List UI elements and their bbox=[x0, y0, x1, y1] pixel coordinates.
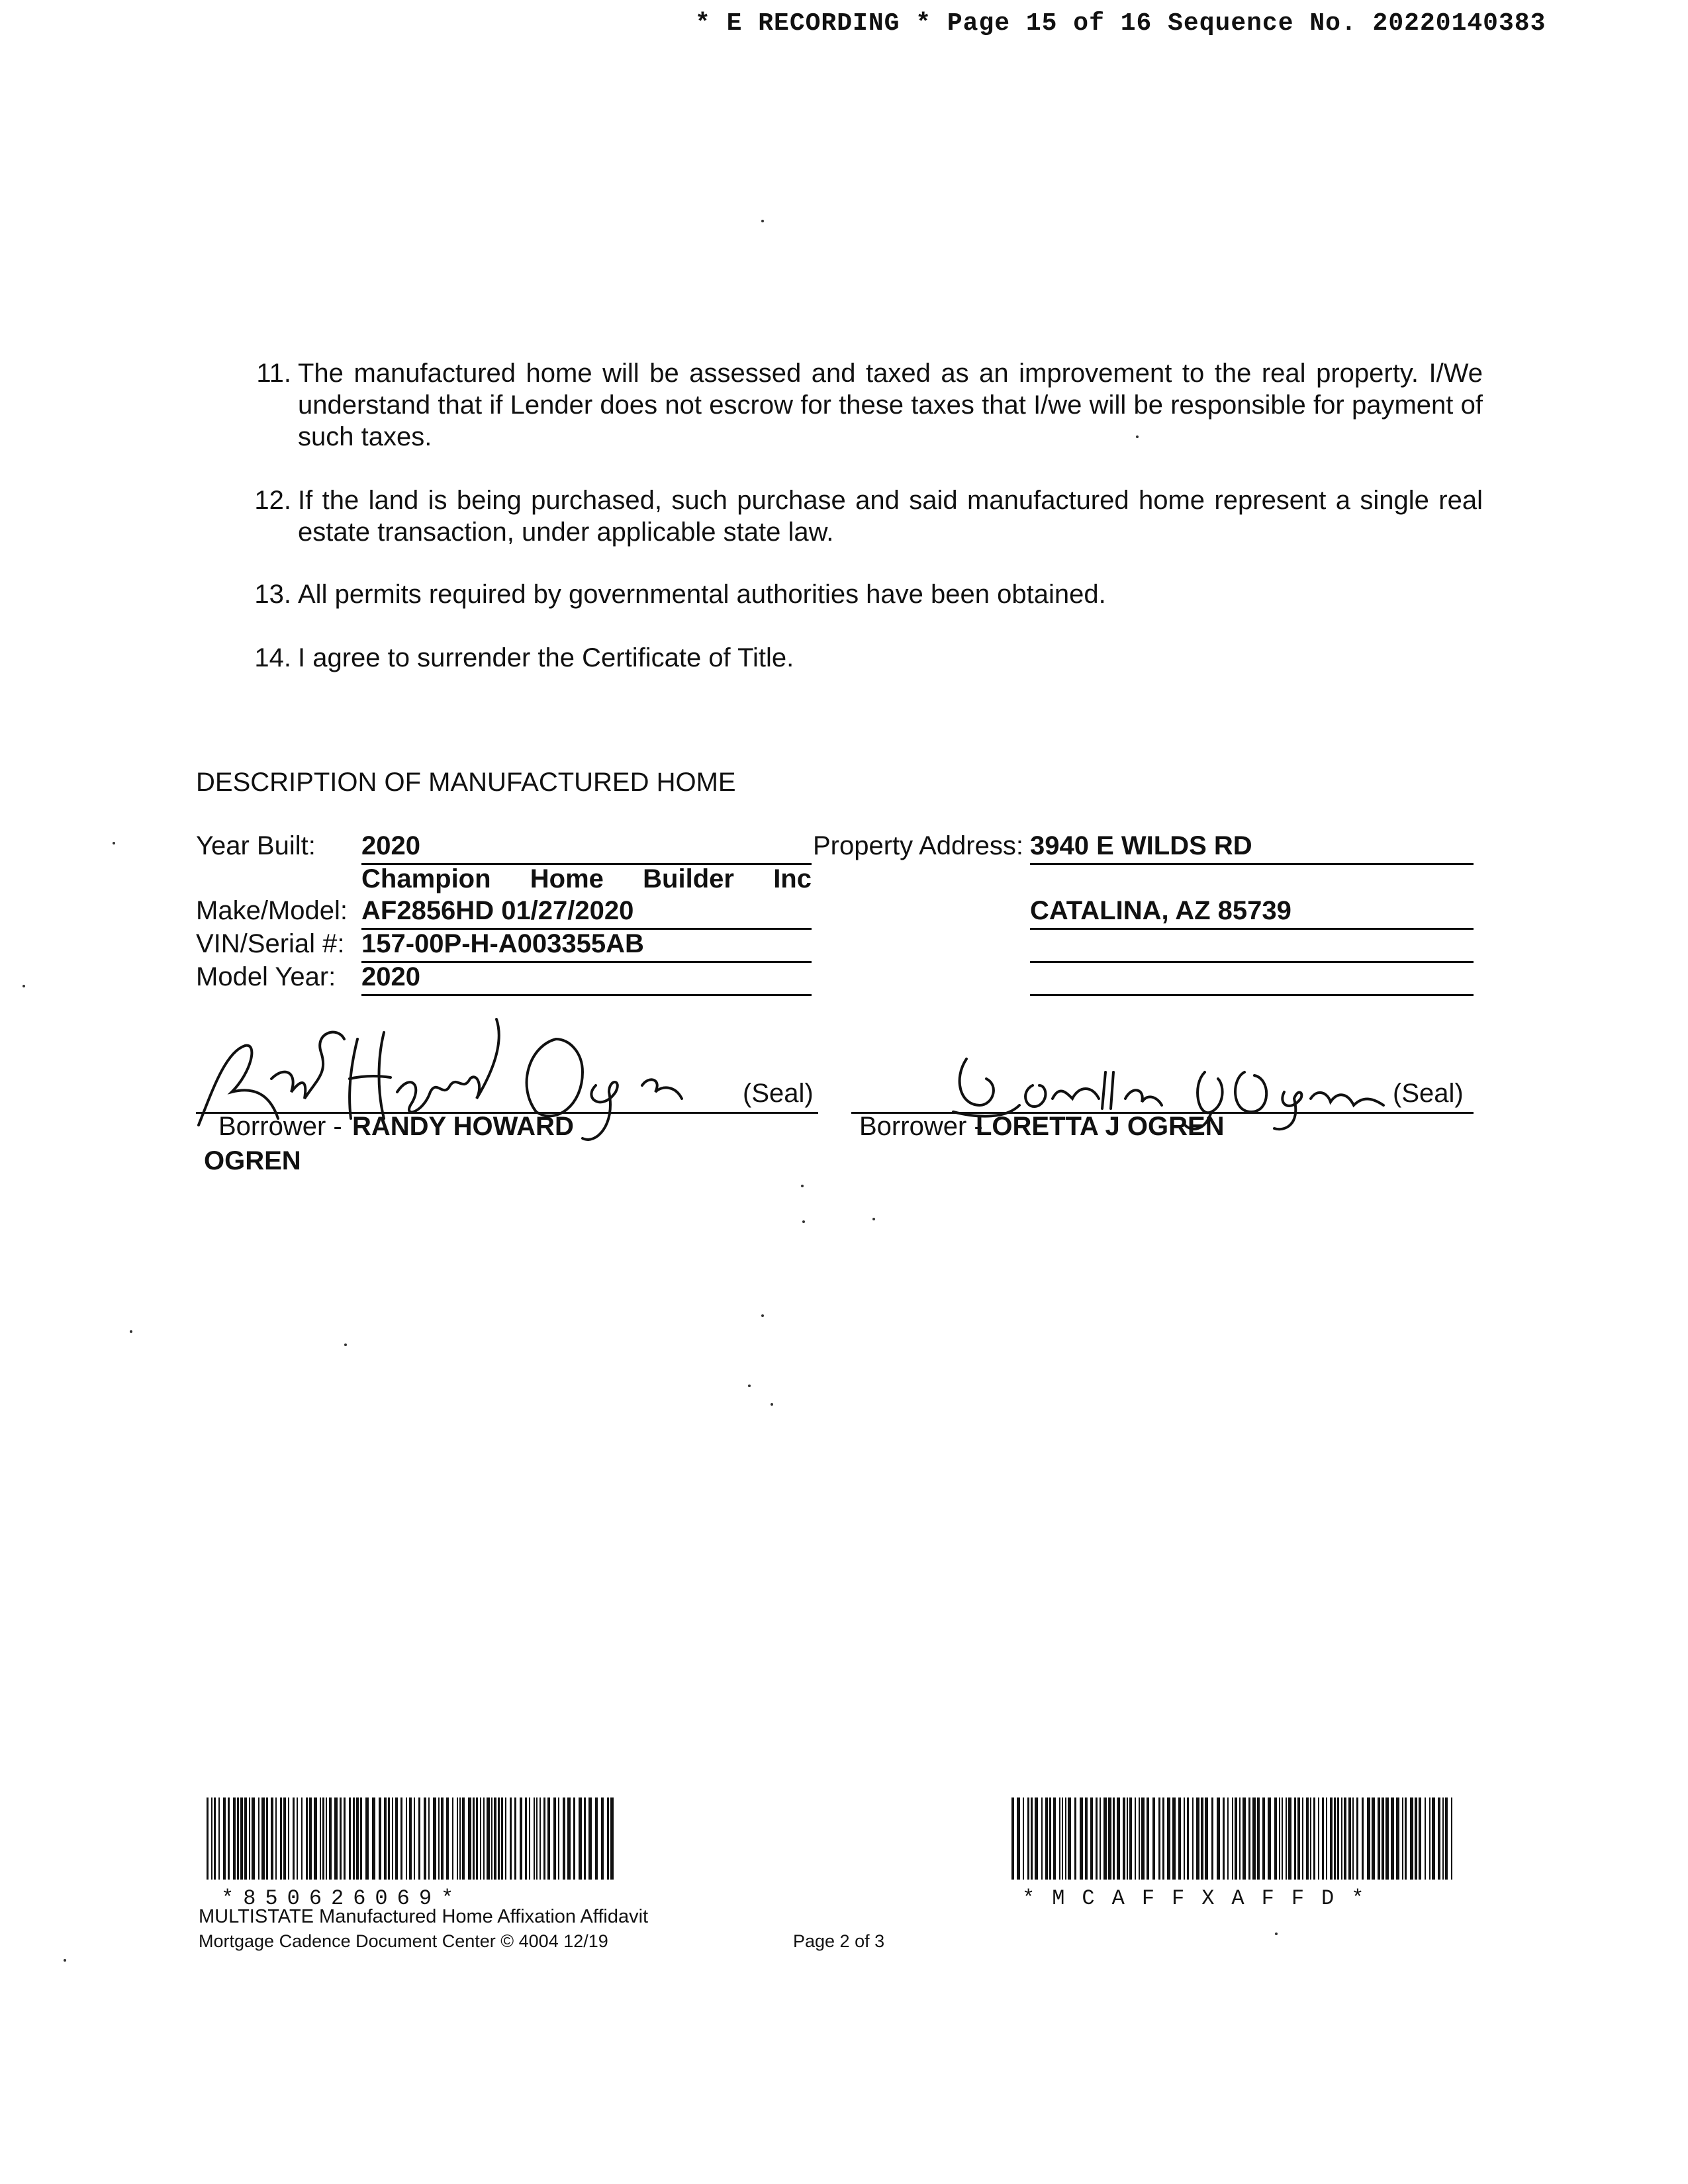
recording-header: * E RECORDING * Page 15 of 16 Sequence No. 20220140383 bbox=[695, 9, 1546, 38]
barcode-bar bbox=[1334, 1797, 1336, 1880]
barcode-bar bbox=[388, 1797, 390, 1880]
item-number: 14. bbox=[254, 643, 291, 672]
barcode-bar bbox=[1011, 1797, 1014, 1880]
barcode-bar bbox=[483, 1797, 485, 1880]
vin-value: 157-00P-H-A003355AB bbox=[361, 929, 644, 958]
barcode-bar bbox=[1442, 1797, 1444, 1880]
item-text: If the land is being purchased, such purchase and said manufactured home represent a single real estate transaction, under applicable state law. bbox=[298, 486, 1483, 547]
barcode-bar bbox=[372, 1797, 375, 1880]
barcode-bar bbox=[553, 1797, 556, 1880]
barcode-bar bbox=[1167, 1797, 1170, 1880]
barcode-bar bbox=[1068, 1797, 1071, 1880]
barcode-bar bbox=[1288, 1797, 1291, 1880]
barcode-bar bbox=[438, 1797, 440, 1880]
barcode-bar bbox=[249, 1797, 250, 1880]
barcode-bar bbox=[441, 1797, 444, 1880]
barcode-bar bbox=[520, 1797, 522, 1880]
barcode-bar bbox=[301, 1797, 303, 1880]
barcode-bar bbox=[400, 1797, 402, 1880]
barcode-bar bbox=[1135, 1797, 1136, 1880]
barcode-bar bbox=[428, 1797, 430, 1880]
address-line2-value: CATALINA, AZ 85739 bbox=[1030, 896, 1291, 925]
barcode-bar bbox=[1041, 1797, 1043, 1880]
barcode-bar bbox=[1027, 1797, 1029, 1880]
barcode-bar bbox=[1090, 1797, 1093, 1880]
barcode-bar bbox=[322, 1797, 324, 1880]
barcode-bar bbox=[406, 1797, 407, 1880]
barcode-bar bbox=[379, 1797, 381, 1880]
barcode-bar bbox=[1201, 1797, 1203, 1880]
barcode-bar bbox=[223, 1797, 226, 1880]
barcode-bar bbox=[1162, 1797, 1164, 1880]
barcode-bar bbox=[1286, 1797, 1287, 1880]
barcode-bar bbox=[1302, 1797, 1303, 1880]
barcode-bar bbox=[233, 1797, 236, 1880]
barcode-bar bbox=[468, 1797, 471, 1880]
barcode-bar bbox=[452, 1797, 453, 1880]
barcode-bar bbox=[1113, 1797, 1115, 1880]
barcode-bar bbox=[1248, 1797, 1250, 1880]
barcode-bar bbox=[1184, 1797, 1185, 1880]
barcode-bar bbox=[563, 1797, 565, 1880]
barcode-bar bbox=[1410, 1797, 1413, 1880]
barcode-bar bbox=[536, 1797, 538, 1880]
barcode-bar bbox=[1268, 1797, 1271, 1880]
address-line4-field bbox=[1030, 962, 1474, 996]
barcode-bar bbox=[360, 1797, 362, 1880]
barcode-bar bbox=[1223, 1797, 1225, 1880]
barcode-bar bbox=[1239, 1797, 1241, 1880]
barcode-bar bbox=[1326, 1797, 1327, 1880]
item-11 bbox=[238, 357, 1483, 457]
barcode-bar bbox=[1187, 1797, 1189, 1880]
borrower1-seal: (Seal) bbox=[743, 1079, 814, 1108]
barcode-bar bbox=[534, 1797, 535, 1880]
barcode-bar bbox=[505, 1797, 506, 1880]
borrower1-prefix: Borrower - bbox=[218, 1112, 342, 1141]
barcode-bar bbox=[1402, 1797, 1403, 1880]
barcode-bar bbox=[459, 1797, 461, 1880]
item-text: I agree to surrender the Certificate of Title. bbox=[298, 643, 794, 672]
barcode-bar bbox=[510, 1797, 512, 1880]
item-number: 13. bbox=[254, 580, 291, 609]
barcode-bar bbox=[1344, 1797, 1346, 1880]
barcode-bar bbox=[418, 1797, 420, 1880]
barcode-bar bbox=[1367, 1797, 1370, 1880]
barcode-bar bbox=[1172, 1797, 1176, 1880]
barcode-bar bbox=[514, 1797, 516, 1880]
barcode-bar bbox=[595, 1797, 598, 1880]
barcode-bar bbox=[1313, 1797, 1315, 1880]
barcode-bar bbox=[283, 1797, 286, 1880]
barcode-bar bbox=[610, 1797, 614, 1880]
barcode-bar bbox=[601, 1797, 604, 1880]
barcode-bar bbox=[1279, 1797, 1280, 1880]
item-12 bbox=[238, 484, 1483, 551]
barcode-bar bbox=[297, 1797, 298, 1880]
make-model-label: Make/Model: bbox=[196, 896, 348, 925]
barcode-bar bbox=[1352, 1797, 1354, 1880]
barcode-bar bbox=[258, 1797, 259, 1880]
barcode-bar bbox=[491, 1797, 492, 1880]
address-line1-value: 3940 E WILDS RD bbox=[1030, 831, 1252, 860]
item-text: The manufactured home will be assessed and taxed as an improvement to the real property. I/We understand that if Lender does not escrow for these taxes that I/we will be responsible for payment of such taxes. bbox=[298, 359, 1483, 451]
barcode-bar bbox=[1059, 1797, 1060, 1880]
barcode-bar bbox=[1074, 1797, 1076, 1880]
barcode-bar bbox=[349, 1797, 351, 1880]
barcode-bar bbox=[1023, 1797, 1024, 1880]
barcode-bar bbox=[1065, 1797, 1066, 1880]
barcode-bar bbox=[414, 1797, 415, 1880]
borrower1-name-line2: OGREN bbox=[204, 1146, 301, 1175]
page-number: Page 2 of 3 bbox=[793, 1931, 885, 1951]
item-13 bbox=[238, 578, 1483, 612]
barcode-bar bbox=[228, 1797, 230, 1880]
barcode-bar bbox=[320, 1797, 321, 1880]
barcode-bar bbox=[1415, 1797, 1417, 1880]
barcode-bar bbox=[1405, 1797, 1407, 1880]
barcode-bar bbox=[326, 1797, 327, 1880]
barcode-bar bbox=[271, 1797, 273, 1880]
barcode-bar bbox=[433, 1797, 436, 1880]
address-line3-field bbox=[1030, 929, 1474, 963]
barcode-bar bbox=[1158, 1797, 1160, 1880]
barcode-bar bbox=[1378, 1797, 1380, 1880]
barcode-bar bbox=[558, 1797, 559, 1880]
barcode-bar bbox=[1117, 1797, 1120, 1880]
barcode-bar bbox=[1141, 1797, 1145, 1880]
barcode-bar bbox=[1096, 1797, 1098, 1880]
barcode-bar bbox=[288, 1797, 289, 1880]
model-year-field bbox=[361, 962, 812, 996]
barcode-bar bbox=[1337, 1797, 1339, 1880]
barcode-bar bbox=[1152, 1797, 1155, 1880]
barcode-bar bbox=[1080, 1797, 1083, 1880]
barcode-right-digits: *MCAFFXAFFD* bbox=[1022, 1886, 1382, 1911]
barcode-bar bbox=[353, 1797, 355, 1880]
barcode-bar bbox=[1192, 1797, 1194, 1880]
barcode-bar bbox=[280, 1797, 282, 1880]
barcode-bar bbox=[473, 1797, 475, 1880]
item-text: All permits required by governmental authorities have been obtained. bbox=[298, 580, 1106, 609]
barcode-bar bbox=[1178, 1797, 1181, 1880]
barcode-bar bbox=[1341, 1797, 1342, 1880]
section-title: DESCRIPTION OF MANUFACTURED HOME bbox=[196, 768, 736, 797]
barcode-bar bbox=[1318, 1797, 1319, 1880]
barcode-bar bbox=[211, 1797, 212, 1880]
form-source: Mortgage Cadence Document Center © 4004 12/19 bbox=[199, 1931, 608, 1951]
barcode-bar bbox=[1362, 1797, 1364, 1880]
barcode-bar bbox=[480, 1797, 481, 1880]
vin-label: VIN/Serial #: bbox=[196, 929, 345, 958]
barcode-bar bbox=[329, 1797, 332, 1880]
model-year-label: Model Year: bbox=[196, 962, 336, 991]
barcode-bar bbox=[457, 1797, 458, 1880]
barcode-bar bbox=[293, 1797, 295, 1880]
year-built-value: 2020 bbox=[361, 831, 420, 860]
barcode-bar bbox=[214, 1797, 216, 1880]
barcode-bar bbox=[244, 1797, 247, 1880]
barcode-bar bbox=[1053, 1797, 1056, 1880]
barcode-bar bbox=[494, 1797, 496, 1880]
barcode-bar bbox=[1451, 1797, 1452, 1880]
barcode-bar bbox=[409, 1797, 412, 1880]
barcode-bar bbox=[1297, 1797, 1300, 1880]
barcode-bar bbox=[1085, 1797, 1088, 1880]
barcode-bar bbox=[567, 1797, 571, 1880]
barcode-bar bbox=[1356, 1797, 1358, 1880]
barcode-bar bbox=[1322, 1797, 1324, 1880]
barcode-bar bbox=[1147, 1797, 1149, 1880]
barcode-bar bbox=[384, 1797, 387, 1880]
barcode-bar bbox=[573, 1797, 575, 1880]
barcode-bar bbox=[392, 1797, 393, 1880]
barcode-bar bbox=[1372, 1797, 1375, 1880]
barcode-bar bbox=[340, 1797, 342, 1880]
barcode-bar bbox=[1227, 1797, 1229, 1880]
barcode-bar bbox=[1100, 1797, 1101, 1880]
barcode-right bbox=[1011, 1797, 1455, 1884]
barcode-bar bbox=[207, 1797, 209, 1880]
borrower2-name: LORETTA J OGREN bbox=[976, 1112, 1225, 1141]
barcode-bar bbox=[266, 1797, 268, 1880]
barcode-bar bbox=[525, 1797, 527, 1880]
barcode-bar bbox=[344, 1797, 346, 1880]
barcode-bar bbox=[314, 1797, 317, 1880]
barcode-bar bbox=[424, 1797, 426, 1880]
make-word: Builder bbox=[643, 864, 734, 893]
barcode-bar bbox=[1103, 1797, 1107, 1880]
barcode-bar bbox=[1235, 1797, 1237, 1880]
barcode-bar bbox=[579, 1797, 582, 1880]
barcode-left-digits: *850626069* bbox=[221, 1886, 463, 1911]
barcode-bar bbox=[218, 1797, 220, 1880]
barcode-bar bbox=[1031, 1797, 1033, 1880]
barcode-bar bbox=[476, 1797, 478, 1880]
barcode-bar bbox=[1348, 1797, 1351, 1880]
barcode-bar bbox=[607, 1797, 609, 1880]
barcode-bar bbox=[1205, 1797, 1208, 1880]
barcode-bar bbox=[1232, 1797, 1233, 1880]
barcode-bar bbox=[1419, 1797, 1421, 1880]
make-word: Champion bbox=[361, 864, 491, 893]
item-number: 12. bbox=[254, 486, 291, 515]
barcode-bar bbox=[501, 1797, 503, 1880]
barcode-bar bbox=[588, 1797, 592, 1880]
barcode-bar bbox=[462, 1797, 465, 1880]
barcode-bar bbox=[1330, 1797, 1333, 1880]
barcode-bar bbox=[356, 1797, 359, 1880]
borrower1-name: RANDY HOWARD bbox=[352, 1112, 574, 1141]
barcode-bar bbox=[1396, 1797, 1399, 1880]
barcode-bar bbox=[1310, 1797, 1311, 1880]
barcode-bar bbox=[543, 1797, 545, 1880]
make-model-field bbox=[361, 896, 812, 930]
barcode-bar bbox=[1035, 1797, 1038, 1880]
barcode-bar bbox=[1252, 1797, 1256, 1880]
barcode-bar bbox=[1108, 1797, 1111, 1880]
property-address-label: Property Address: bbox=[813, 831, 1023, 860]
year-built-field bbox=[361, 831, 812, 865]
barcode-bar bbox=[529, 1797, 530, 1880]
make-model-value: AF2856HD 01/27/2020 bbox=[361, 896, 634, 925]
vin-field bbox=[361, 929, 812, 963]
barcode-bar bbox=[1243, 1797, 1246, 1880]
barcode-bar bbox=[1274, 1797, 1277, 1880]
borrower2-seal: (Seal) bbox=[1393, 1079, 1464, 1108]
barcode-bar bbox=[309, 1797, 312, 1880]
form-title: MULTISTATE Manufactured Home Affixation Affidavit bbox=[199, 1906, 649, 1927]
borrower2-prefix: Borrower - bbox=[859, 1112, 983, 1141]
item-number: 11. bbox=[256, 359, 291, 388]
barcode-bar bbox=[1211, 1797, 1213, 1880]
barcode-bar bbox=[1438, 1797, 1440, 1880]
barcode-bar bbox=[1282, 1797, 1283, 1880]
barcode-bar bbox=[1045, 1797, 1048, 1880]
barcode-bar bbox=[487, 1797, 490, 1880]
barcode-bar bbox=[1129, 1797, 1132, 1880]
barcode-bar bbox=[240, 1797, 243, 1880]
barcode-bar bbox=[1382, 1797, 1384, 1880]
barcode-bar bbox=[547, 1797, 550, 1880]
item-14 bbox=[238, 642, 1483, 675]
barcode-bar bbox=[1425, 1797, 1426, 1880]
barcode-bar bbox=[1127, 1797, 1128, 1880]
make-word: Home bbox=[530, 864, 604, 893]
barcode-bar bbox=[1306, 1797, 1309, 1880]
barcode-bar bbox=[334, 1797, 338, 1880]
barcode-bar bbox=[1262, 1797, 1265, 1880]
address-line1-field bbox=[1030, 831, 1474, 865]
barcode-bar bbox=[584, 1797, 586, 1880]
barcode-bar bbox=[275, 1797, 277, 1880]
barcode-bar bbox=[1445, 1797, 1448, 1880]
barcode-bar bbox=[498, 1797, 500, 1880]
barcode-bar bbox=[1391, 1797, 1394, 1880]
barcode-bar bbox=[1139, 1797, 1140, 1880]
barcode-bar bbox=[1432, 1797, 1435, 1880]
address-line2-field bbox=[1030, 896, 1474, 930]
barcode-bar bbox=[306, 1797, 308, 1880]
make-word: Inc bbox=[773, 864, 812, 893]
barcode-bar bbox=[1062, 1797, 1063, 1880]
barcode-bar bbox=[365, 1797, 369, 1880]
barcode-bar bbox=[395, 1797, 398, 1880]
year-built-label: Year Built: bbox=[196, 831, 316, 860]
barcode-bar bbox=[237, 1797, 239, 1880]
barcode-bar bbox=[1294, 1797, 1296, 1880]
barcode-bar bbox=[446, 1797, 449, 1880]
barcode-bar bbox=[1429, 1797, 1430, 1880]
barcode-bar bbox=[252, 1797, 255, 1880]
barcode-bar bbox=[1017, 1797, 1020, 1880]
barcode-bar bbox=[1196, 1797, 1199, 1880]
barcode-bar bbox=[1257, 1797, 1260, 1880]
barcode-bar bbox=[1217, 1797, 1220, 1880]
barcode-bar bbox=[261, 1797, 265, 1880]
model-year-value: 2020 bbox=[361, 962, 420, 991]
barcode-left bbox=[207, 1797, 617, 1884]
barcode-bar bbox=[539, 1797, 541, 1880]
barcode-bar bbox=[1123, 1797, 1125, 1880]
barcode-bar bbox=[1385, 1797, 1389, 1880]
make-line1 bbox=[361, 864, 812, 894]
barcode-bar bbox=[1049, 1797, 1051, 1880]
